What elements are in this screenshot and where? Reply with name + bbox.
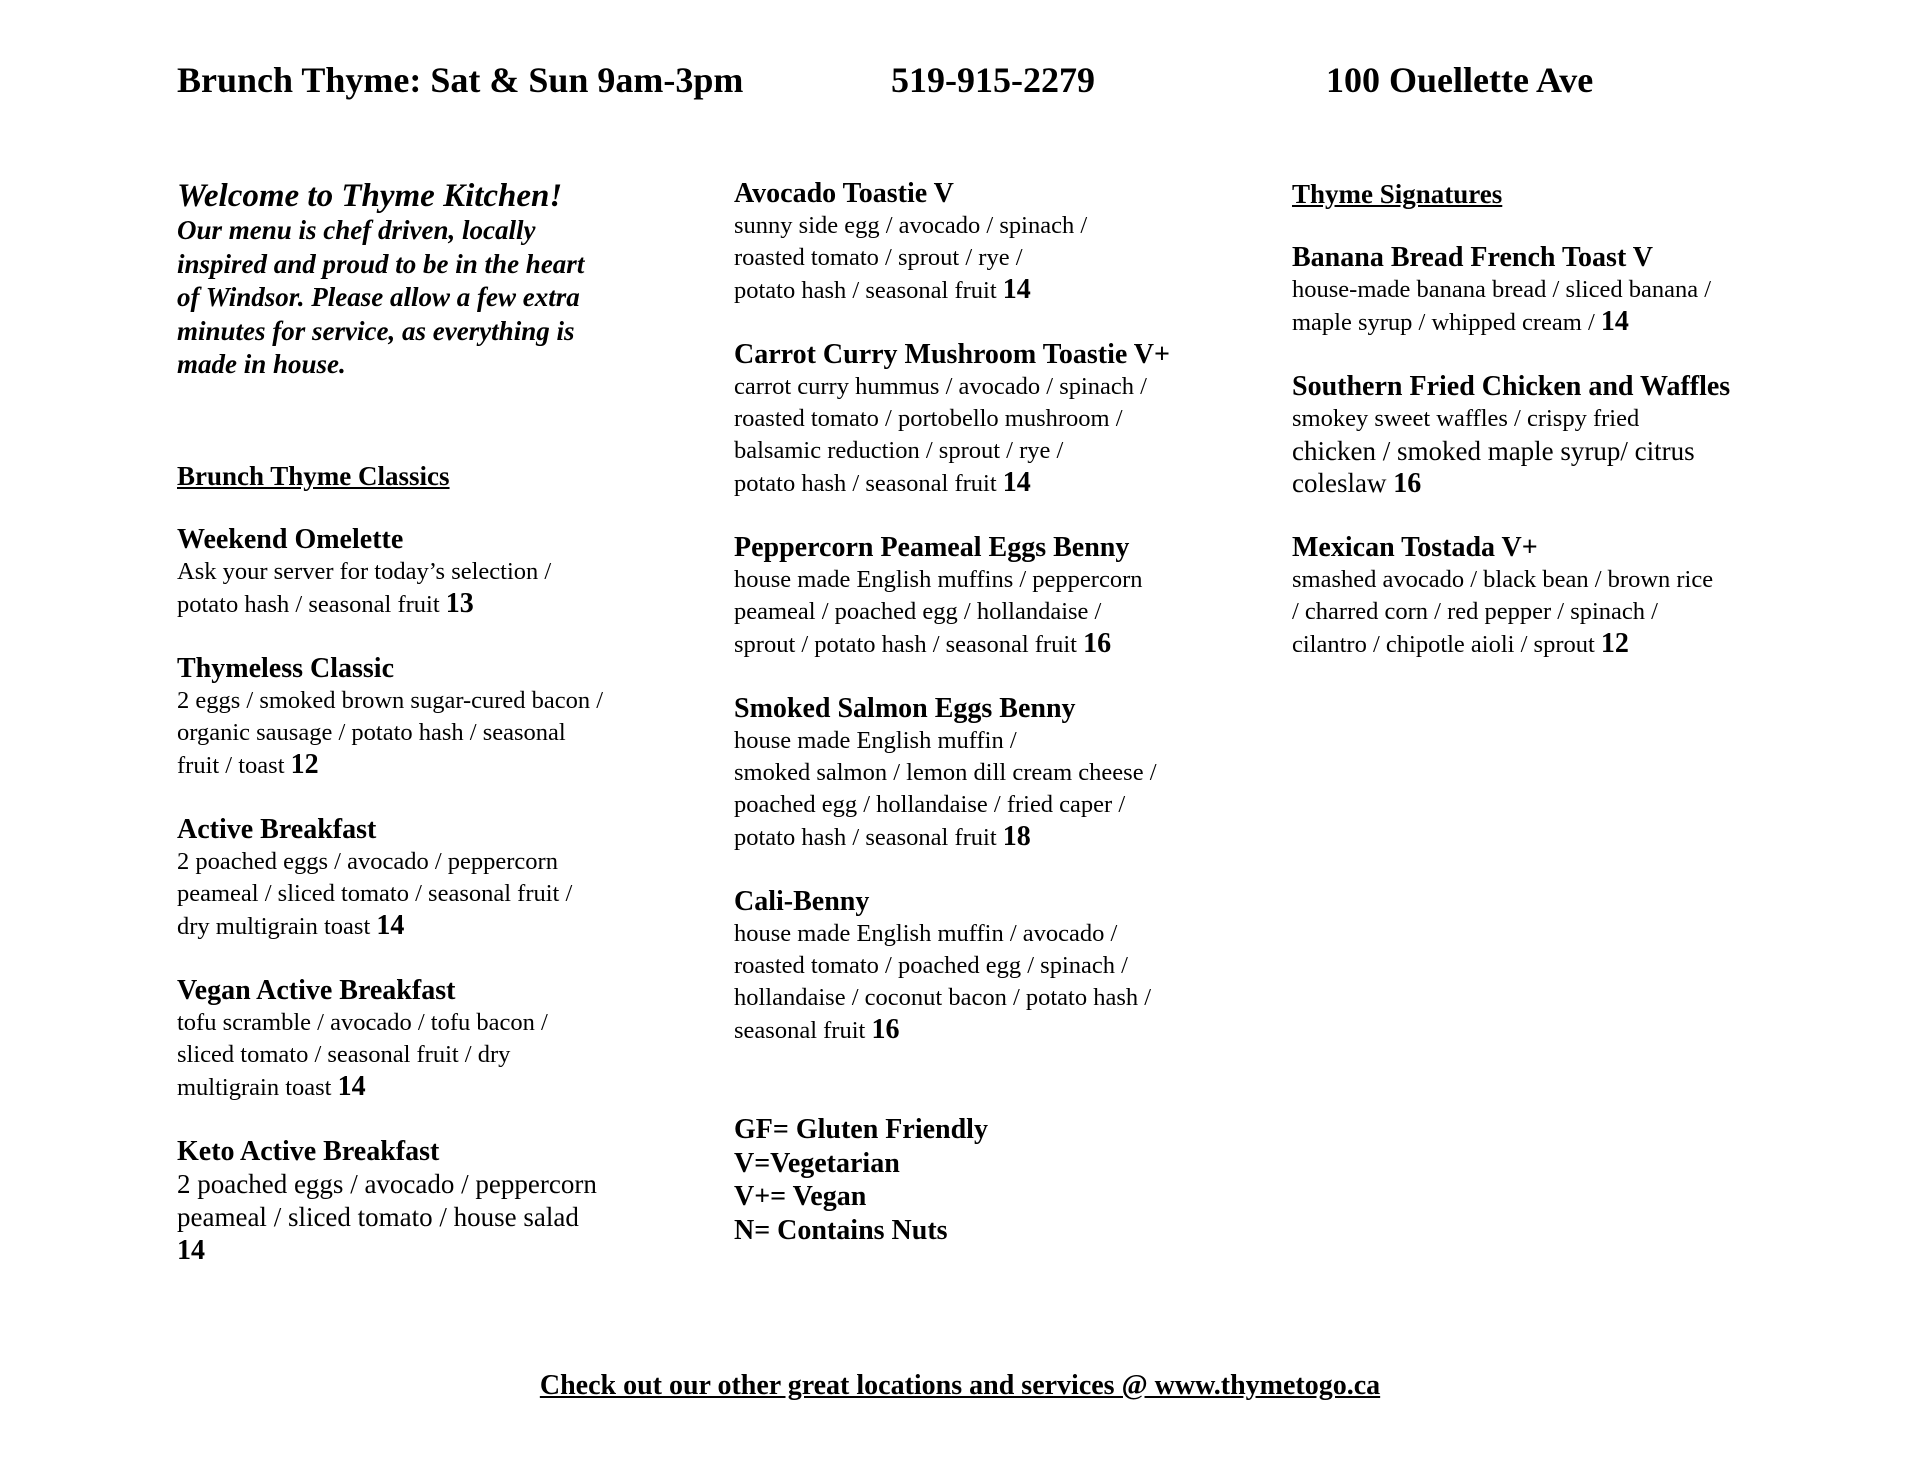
item-description [177, 556, 667, 621]
item-price: 12 [1600, 628, 1629, 659]
item-price: 12 [290, 748, 319, 780]
item-desc-line: potato hash / seasonal fruit [734, 470, 1003, 497]
menu-item [1292, 371, 1792, 500]
menu-item [177, 653, 667, 782]
item-desc-line: peameal / sliced tomato / house salad [177, 1201, 579, 1232]
item-desc-line: peameal / poached egg / hollandaise / [734, 598, 1102, 625]
item-description [734, 210, 1234, 307]
item-price: 13 [445, 587, 474, 619]
item-desc-line: sprout / potato hash / seasonal fruit [734, 631, 1084, 658]
dietary-legend [734, 1113, 1234, 1247]
item-price: 18 [1002, 821, 1031, 852]
item-desc-line: fruit / toast [177, 751, 291, 779]
item-desc-line: house made English muffins / peppercorn [734, 566, 1143, 593]
legend-line: V+= Vegan [734, 1181, 867, 1212]
item-desc-line: house made English muffin / [734, 727, 1017, 754]
menu-item [177, 1136, 667, 1267]
item-desc-line: sliced tomato / seasonal fruit / dry [177, 1040, 511, 1068]
item-desc-line: chicken / smoked maple syrup/ citrus [1292, 436, 1695, 466]
menu-item [734, 178, 1234, 307]
item-desc-line: tofu scramble / avocado / tofu bacon / [177, 1008, 548, 1036]
menu-item [177, 814, 667, 943]
item-name: Avocado Toastie V [734, 178, 954, 209]
item-name: Thymeless Classic [177, 652, 394, 684]
item-name: Southern Fried Chicken and Waffles [1292, 371, 1731, 402]
welcome-title: Welcome to Thyme Kitchen! [177, 178, 563, 214]
item-desc-line: potato hash / seasonal fruit [177, 590, 446, 618]
item-desc-line: house made English muffin / avocado / [734, 920, 1118, 947]
item-name: Smoked Salmon Eggs Benny [734, 693, 1076, 724]
welcome-line: of Windsor. Please allow a few extra [177, 282, 580, 312]
item-name: Mexican Tostada V+ [1292, 532, 1538, 563]
menu-item [1292, 242, 1792, 339]
item-desc-line: hollandaise / coconut bacon / potato hash / [734, 984, 1152, 1011]
item-price: 14 [1002, 467, 1031, 498]
item-desc-line: 2 eggs / smoked brown sugar-cured bacon / [177, 686, 604, 714]
footer-link-text: Check out our other great locations and services @ www.thymetogo.ca [539, 1370, 1381, 1401]
item-description [177, 685, 667, 782]
menu-item [734, 693, 1234, 854]
item-desc-line: maple syrup / whipped cream / [1292, 309, 1601, 336]
item-desc-line: roasted tomato / portobello mushroom / [734, 405, 1123, 432]
item-name: Weekend Omelette [177, 523, 404, 555]
item-name: Active Breakfast [177, 813, 377, 845]
menu-item [734, 532, 1234, 661]
item-price: 14 [177, 1234, 205, 1266]
item-description [177, 1007, 667, 1104]
signatures-heading: Thyme Signatures [1292, 179, 1503, 209]
header-address: 100 Ouellette Ave [1326, 60, 1594, 100]
left-column [177, 178, 667, 1267]
item-description [734, 564, 1234, 661]
item-price: 14 [1600, 306, 1629, 337]
item-desc-line: / charred corn / red pepper / spinach / [1292, 598, 1658, 625]
item-name: Vegan Active Breakfast [177, 974, 456, 1006]
item-desc-line: potato hash / seasonal fruit [734, 824, 1003, 851]
welcome-line: made in house. [177, 349, 346, 379]
item-price: 16 [871, 1014, 900, 1045]
item-desc-line: smashed avocado / black bean / brown rice [1292, 566, 1714, 593]
item-desc-line: cilantro / chipotle aioli / sprout [1292, 631, 1601, 658]
item-desc-line: coleslaw [1292, 468, 1394, 498]
item-description [1292, 274, 1792, 339]
welcome-line: minutes for service, as everything is [177, 315, 575, 346]
item-desc-line: roasted tomato / sprout / rye / [734, 244, 1023, 271]
item-price: 16 [1393, 468, 1422, 499]
item-desc-line: multigrain toast [177, 1073, 338, 1101]
menu-item [1292, 532, 1792, 661]
item-name: Carrot Curry Mushroom Toastie V+ [734, 339, 1170, 370]
item-description [1292, 564, 1792, 661]
item-price: 14 [1002, 274, 1031, 305]
header-hours: Brunch Thyme: Sat & Sun 9am-3pm [177, 60, 744, 100]
item-name: Peppercorn Peameal Eggs Benny [734, 532, 1130, 563]
item-desc-line: balsamic reduction / sprout / rye / [734, 437, 1064, 464]
item-desc-line: roasted tomato / poached egg / spinach / [734, 952, 1128, 979]
item-desc-line: organic sausage / potato hash / seasonal [177, 718, 566, 746]
item-name: Banana Bread French Toast V [1292, 242, 1653, 273]
item-price: 14 [376, 909, 405, 941]
item-desc-line: house-made banana bread / sliced banana / [1292, 276, 1712, 303]
item-name: Keto Active Breakfast [177, 1135, 440, 1167]
legend-line: V=Vegetarian [734, 1147, 900, 1179]
item-desc-line: dry multigrain toast [177, 912, 377, 940]
item-description [177, 846, 667, 943]
right-column [1292, 178, 1792, 661]
menu-item [177, 524, 667, 621]
legend-line: GF= Gluten Friendly [734, 1114, 988, 1145]
item-desc-line: sunny side egg / avocado / spinach / [734, 212, 1088, 239]
menu-item [734, 339, 1234, 500]
item-desc-line: 2 poached eggs / avocado / peppercorn [177, 847, 558, 875]
item-price: 16 [1083, 628, 1112, 659]
item-price: 14 [337, 1070, 366, 1102]
menu-item [177, 975, 667, 1104]
item-description [177, 1168, 667, 1267]
menu-item [734, 886, 1234, 1047]
item-desc-line: smokey sweet waffles / crispy fried [1292, 405, 1640, 432]
item-desc-line: Ask your server for today’s selection / [177, 557, 552, 585]
classics-heading: Brunch Thyme Classics [177, 460, 450, 491]
welcome-line: Our menu is chef driven, locally [177, 215, 536, 245]
item-description [734, 725, 1234, 854]
welcome-text [177, 214, 667, 382]
item-desc-line: seasonal fruit [734, 1017, 872, 1044]
item-desc-line: 2 poached eggs / avocado / peppercorn [177, 1168, 597, 1199]
legend-line: N= Contains Nuts [734, 1214, 948, 1246]
middle-column [734, 178, 1234, 1247]
item-desc-line: smoked salmon / lemon dill cream cheese / [734, 759, 1157, 786]
item-desc-line: poached egg / hollandaise / fried caper / [734, 791, 1126, 818]
item-desc-line: potato hash / seasonal fruit [734, 277, 1003, 304]
item-description [1292, 403, 1792, 500]
item-description [734, 918, 1234, 1047]
item-name: Cali-Benny [734, 886, 870, 917]
item-desc-line: carrot curry hummus / avocado / spinach / [734, 373, 1147, 400]
welcome-line: inspired and proud to be in the heart [177, 248, 585, 279]
item-description [734, 371, 1234, 500]
item-desc-line: peameal / sliced tomato / seasonal fruit / [177, 879, 573, 907]
header-phone: 519-915-2279 [891, 60, 1095, 100]
